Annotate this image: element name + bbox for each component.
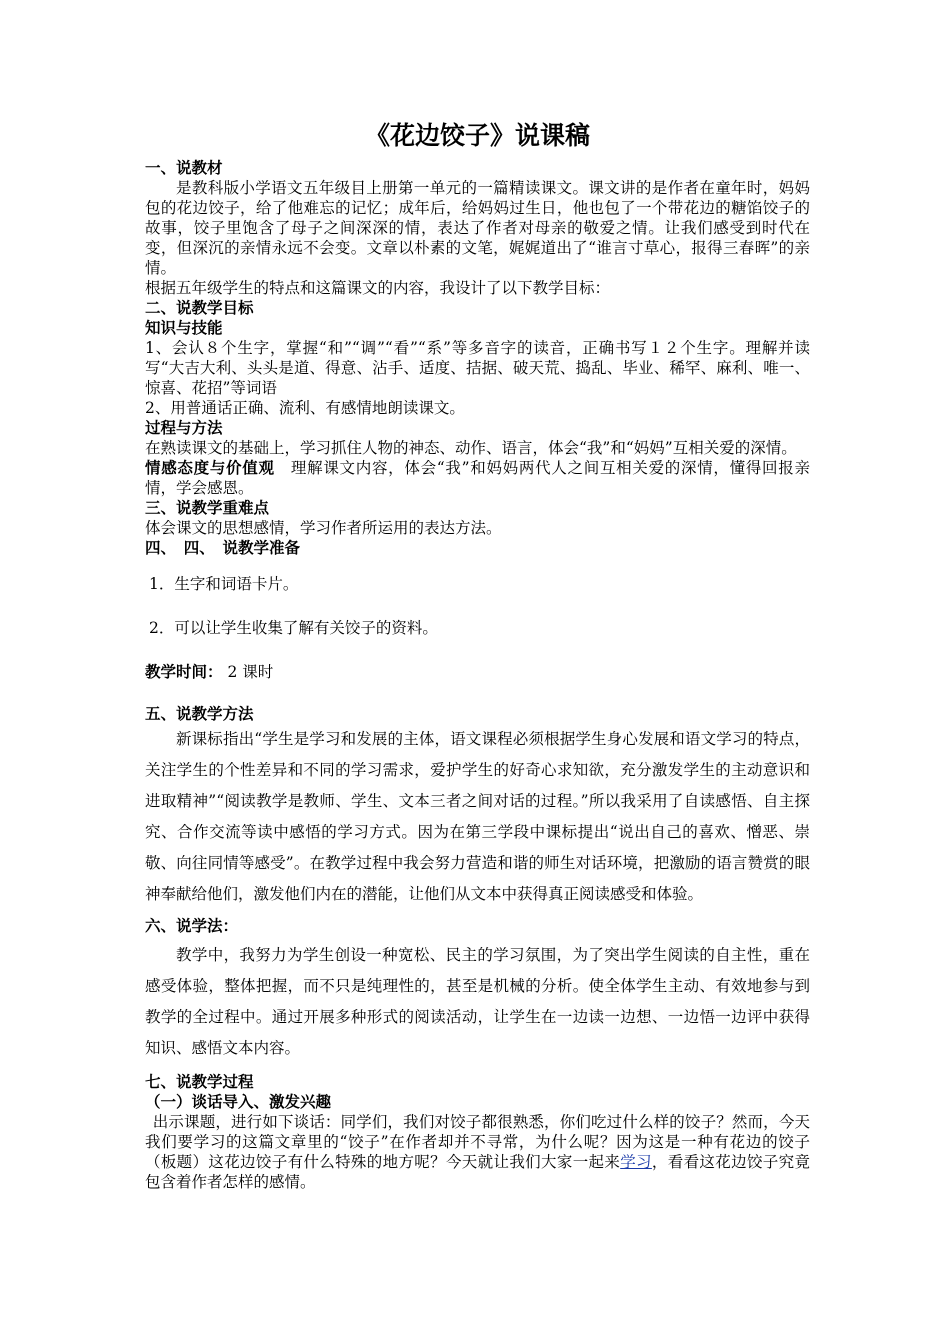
section-1-heading: 一、说教材 <box>145 158 223 177</box>
emotion-values-paragraph <box>145 458 810 498</box>
section-7-paragraph <box>145 1112 810 1192</box>
subheading-intro: （一）谈话导入、激发兴趣 <box>145 1092 332 1111</box>
subheading-emotion-values: 情感态度与价值观 <box>145 458 275 477</box>
section-6-paragraph: 教学中，我努力为学生创设一种宽松、民主的学习氛围，为了突出学生阅读的自主性，重在感受体验，整体把握，而不只是纯理性的，甚至是机械的分析。使全体学生主动、有效地参与到教学的全过程中。通过开展多种形式的阅读活动，让学生在一边读一边想、一边悟一边评中获得知识、感悟文本内容。 <box>145 946 810 1057</box>
section-5-heading: 五、说教学方法 <box>145 704 254 723</box>
teaching-time-label: 教学时间： <box>145 662 223 681</box>
teaching-time <box>145 662 810 682</box>
teaching-time-value: 2 课时 <box>227 663 274 681</box>
section-1-paragraph-2: 根据五年级学生的特点和这篇课文的内容，我设计了以下教学目标： <box>145 279 611 297</box>
subheading-knowledge-skills: 知识与技能 <box>145 318 223 337</box>
subheading-process-method: 过程与方法 <box>145 418 223 437</box>
emotion-values-text: 理解课文内容，体会“我”和妈妈两代人之间互相关爱的深情，懂得回报亲情，学会感恩。 <box>145 459 810 497</box>
goal-2: 2、用普通话正确、流利、有感情地朗读课文。 <box>145 399 465 417</box>
document-page <box>145 120 810 1192</box>
process-method-text: 在熟读课文的基础上，学习抓住人物的神态、动作、语言，体会“我”和“妈妈”互相关爱的深情。 <box>145 439 797 457</box>
section-7-heading: 七、说教学过程 <box>145 1072 254 1091</box>
section-2-heading: 二、说教学目标 <box>145 298 254 317</box>
section-7-text-a: 出示课题，进行如下谈话：同学们，我们对饺子都很熟悉，你们吃过什么样的饺子？然而，今天我们要学习的这篇文章里的“饺子”在作者却并不寻常，为什么呢？因为这是一种有花边的饺子（板题）这花边饺子有什么特殊的地方呢？今天就让我们大家一起来 <box>145 1113 810 1171</box>
section-4-heading: 四、 四、 说教学准备 <box>145 538 301 557</box>
section-3-text: 体会课文的思想感情，学习作者所运用的表达方法。 <box>145 519 502 537</box>
prep-item-2: 2．可以让学生收集了解有关饺子的资料。 <box>149 619 438 637</box>
section-3-heading: 三、说教学重难点 <box>145 498 270 517</box>
document-title: 《花边饺子》说课稿 <box>364 121 590 150</box>
prep-item-1: 1．生字和词语卡片。 <box>149 575 299 593</box>
section-7-text-b: ，看看这花边饺子究竟包含着作者怎样的感情。 <box>145 1153 810 1191</box>
study-link[interactable]: 学习 <box>620 1153 652 1171</box>
goal-1: 1、会认８个生字，掌握“和”“调”“看”“系”等多音字的读音，正确书写１２个生字。理解并读写“大吉大利、头头是道、得意、沾手、适度、拮据、破天荒、捣乱、毕业、稀罕、麻利、唯一、惊喜、花招”等词语 <box>145 339 810 397</box>
section-5-paragraph: 新课标指出“学生是学习和发展的主体，语文课程必须根据学生身心发展和语文学习的特点，关注学生的个性差异和不同的学习需求，爱护学生的好奇心求知欲，充分激发学生的主动意识和进取精神”“阅读教学是教师、学生、文本三者之间对话的过程。”所以我采用了自读感悟、自主探究、合作交流等读中感悟的学习方式。因为在第三学段中课标提出“说出自己的喜欢、憎恶、崇敬、向往同情等感受”。在教学过程中我会努力营造和谐的师生对话环境，把激励的语言赞赏的眼神奉献给他们，激发他们内在的潜能，让他们从文本中获得真正阅读感受和体验。 <box>145 730 810 903</box>
section-1-paragraph: 是教科版小学语文五年级目上册第一单元的一篇精读课文。课文讲的是作者在童年时，妈妈包的花边饺子，给了他难忘的记忆；成年后，给妈妈过生日，他也包了一个带花边的糖馅饺子的故事，饺子里饱含了母子之间深深的情，表达了作者对母亲的敬爱之情。让我们感受到时代在变，但深沉的亲情永远不会变。文章以朴素的文笔，娓娓道出了“谁言寸草心，报得三春晖”的亲情。 <box>145 179 810 277</box>
section-6-heading: 六、说学法： <box>145 916 239 935</box>
